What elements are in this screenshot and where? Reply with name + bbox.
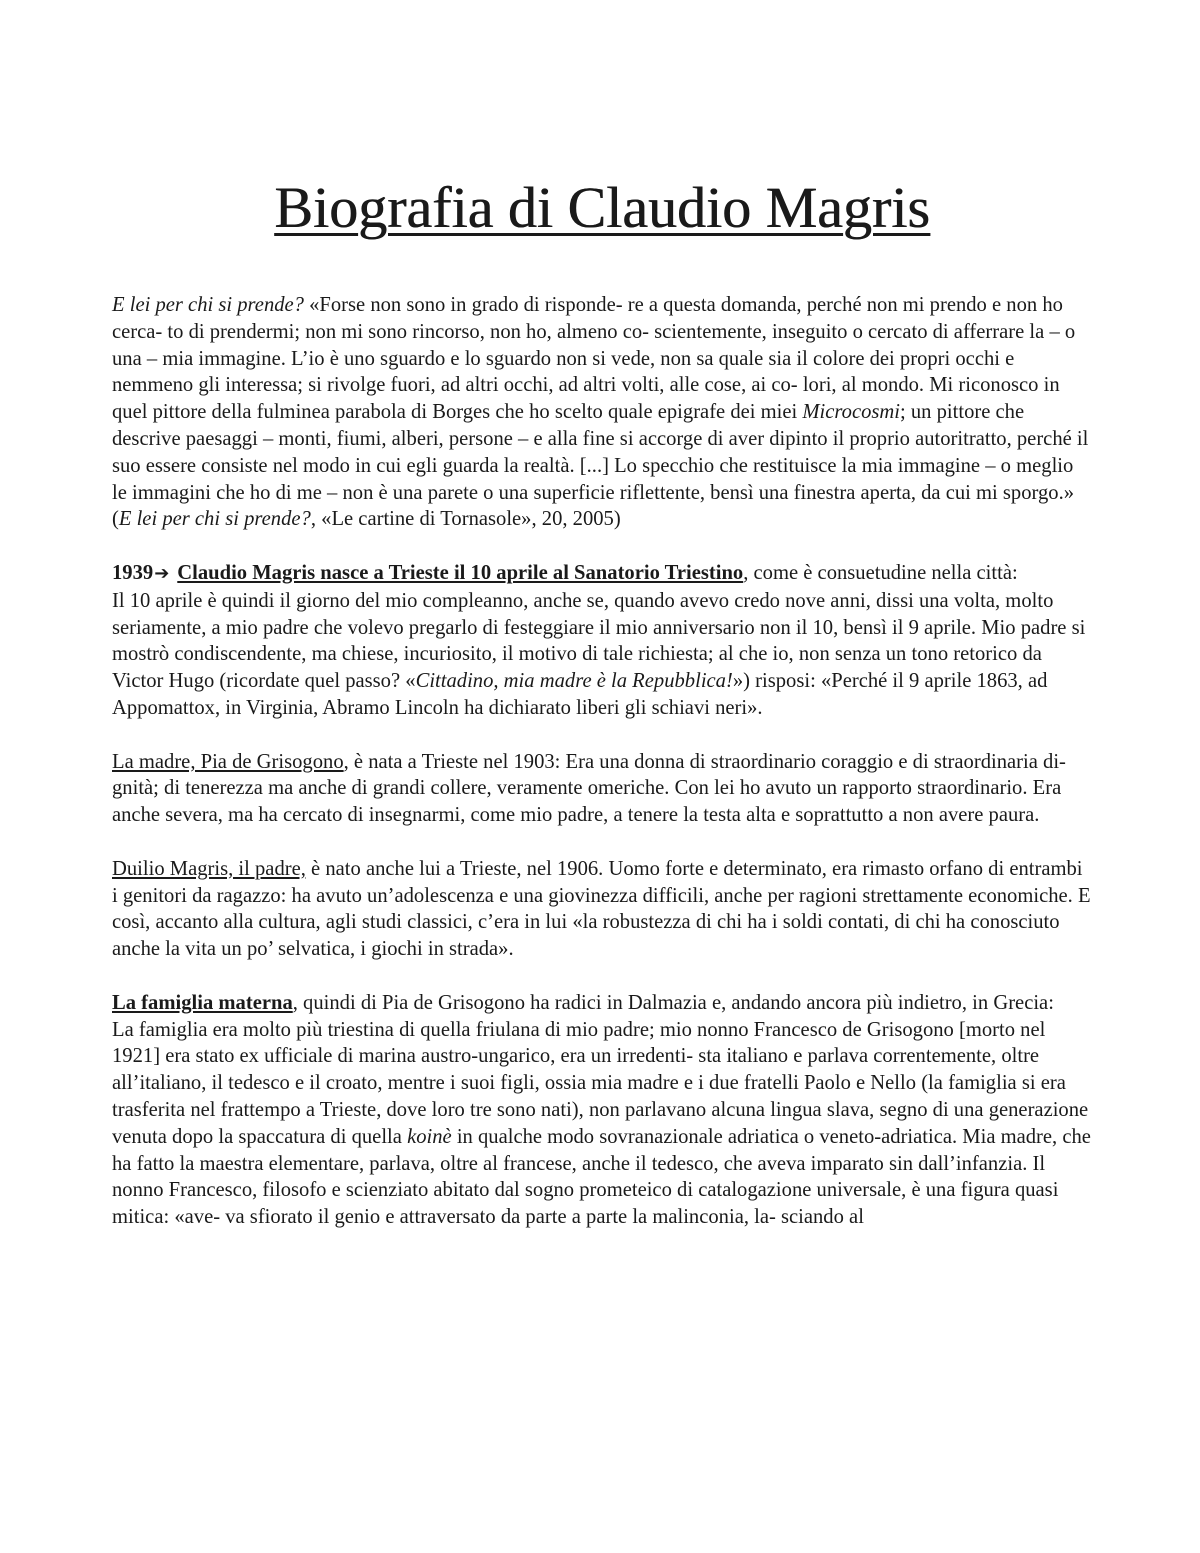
maternal-family-koine: koinè: [407, 1125, 452, 1148]
maternal-family-text-paragraph: [112, 1017, 1092, 1231]
birth-text: Il 10 aprile è quindi il giorno del mio compleanno, anche se, quando avevo credo nove anni, dissi una volta, molto seriamente, a mio padre che volevo pregarlo di festeggiare il mio anniversario non il 10, bensì il 9 aprile. Mio padre si mostrò condiscendente, ma chiese, incuriosito, il motivo di tale richiesta; al che io, non senza un tono retorico da Victor Hugo (ricordate quel passo? «: [112, 589, 1086, 693]
maternal-family-intro-paragraph: [112, 990, 1092, 1017]
birth-text-paragraph: [112, 588, 1092, 722]
maternal-family-text: La famiglia era molto più triestina di quella friulana di mio padre; mio nonno Francesco de Grisogono [morto nel 1921] era stato ex ufficiale di marina austro-ungarico, era un irredenti- sta italiano e parlava correntemente, oltre all’italiano, il tedesco e il croato, mentre i suoi figli, ossia mia madre e i due fratelli Paolo e Nello (la famiglia si era trasferita nel frattempo a Trieste, dove loro tre sono nati), non parlavano alcuna lingua slava, segno di una generazione venuta dopo la spaccatura di quella: [112, 1018, 1089, 1148]
page-title: Biografia di Claudio Magris: [274, 175, 930, 240]
maternal-family-label: La famiglia materna: [112, 991, 293, 1014]
father-text: è nato anche lui a Trieste, nel 1906. Uomo forte e determinato, era rimasto orfano di entrambi i genitori da ragazzo: ha avuto un’adolescenza e una giovinezza difficili, anche per ragioni strettamente economiche. E così, accanto alla cultura, agli studi classici, c’era in lui «la robustezza di chi ha i soldi contati, di chi ha conosciuto anche la vita un po’ selvatica, i giochi in strada».: [112, 857, 1091, 961]
mother-paragraph: [112, 749, 1092, 829]
mother-label: La madre, Pia de Grisogono: [112, 750, 344, 773]
birth-text-2: ») risposi: «Perché il 9 aprile 1863, ad Appomattox, in Virginia, Abramo Lincoln ha dichiarato liberi gli schiavi neri».: [112, 670, 1048, 719]
intro-quote-paragraph: [112, 292, 1092, 533]
intro-text: «Forse non sono in grado di risponde- re a questa domanda, perché non mi prendo e non ho cerca- to di prendermi; non mi sono rincorso, non ho, almeno co- scientemente, inseguito o cercato di afferrare la – o una – mia immagine. L’io è uno sguardo e lo sguardo non si vede, non sa quale sia il colore dei propri occhi e nemmeno gli interessa; si rivolge fuori, ad altri occhi, ad altri volti, alle cose, ai co- lori, al mondo. Mi riconosco in quel pittore della fulminea parabola di Borges che ho scelto quale epigrafe dei miei: [112, 294, 1076, 424]
intro-microcosmi: Microcosmi: [802, 401, 901, 424]
intro-source-italic: E lei per chi si prende?: [118, 508, 311, 531]
maternal-family-text-2: in qualche modo sovranazionale adriatica o veneto-adriatica. Mia madre, che ha fatto la maestra elementare, parlava, oltre al francese, anche il tedesco, che aveva imparato sin dall’infanzia. Il nonno Francesco, filosofo e scienziato abitato dal sogno prometeico di catalogazione universale, è una figura quasi mitica: «ave- va sfiorato il genio e attraversato da parte a parte la malinconia, la- sciando al: [112, 1125, 1091, 1229]
birth-headline-rest: , come è consuetudine nella città:: [743, 561, 1018, 584]
document-body: [112, 292, 1092, 1258]
birth-headline-paragraph: [112, 560, 1092, 588]
father-label: Duilio Magris, il padre,: [112, 857, 306, 880]
birth-year: 1939: [112, 561, 154, 584]
intro-source-rest: , «Le cartine di Tornasole», 20, 2005): [310, 508, 621, 531]
intro-text-2: ; un pittore che descrive paesaggi – monti, fiumi, alberi, persone – e alla fine si accorge di aver dipinto il proprio autoritratto, perché il suo essere consiste nel modo in cui egli guarda la realtà. [...] Lo specchio che restituisce la mia immagine – o meglio le immagini che ho di me – non è una parete o una superficie riflettente, bensì una finestra aperta, da cui mi sporgo.» (: [112, 401, 1089, 531]
birth-headline: Claudio Magris nasce a Trieste il 10 aprile al Sanatorio Triestino: [177, 561, 744, 584]
mother-text: , è nata a Trieste nel 1903: Era una donna di straordinario coraggio e di straordinaria di- gnità; di tenerezza ma anche di grandi collere, veramente omeriche. Con lei ho avuto un rapporto straordinario. Era anche severa, ma ha cercato di insegnarmi, come mio padre, a tenere la testa alta e soprattutto a non avere paura.: [112, 750, 1066, 827]
birth-quote-italic: Cittadino, mia madre è la Repubblica!: [415, 670, 733, 693]
arrow-right-icon: ➔: [154, 562, 170, 584]
intro-lead-italic: E lei per chi si prende?: [112, 294, 304, 316]
father-paragraph: [112, 856, 1092, 963]
maternal-family-intro: , quindi di Pia de Grisogono ha radici in Dalmazia e, andando ancora più indietro, in Grecia:: [292, 991, 1054, 1014]
